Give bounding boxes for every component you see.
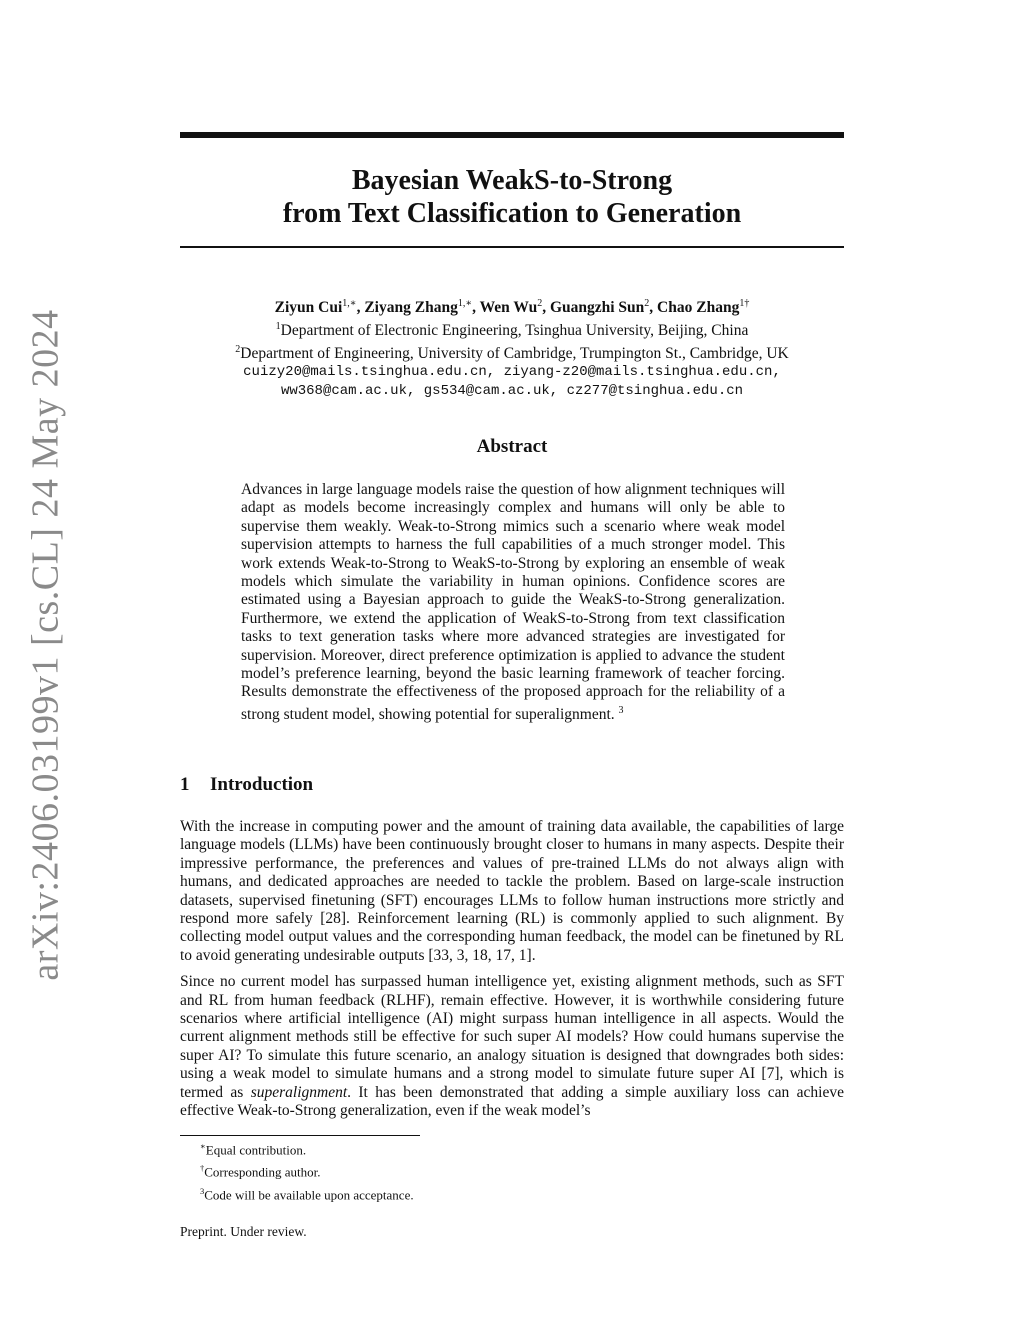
email-line-1: cuizy20@mails.tsinghua.edu.cn, ziyang-z20@mails.tsinghua.edu.cn, <box>243 364 781 381</box>
section-heading <box>180 774 313 796</box>
author-name: Chao Zhang <box>657 299 740 317</box>
intro-paragraph-2 <box>180 973 844 1120</box>
affiliation-1 <box>180 317 844 340</box>
footnote-mark: 3 <box>200 1185 205 1196</box>
intro-paragraph-1: With the increase in computing power and the amount of training data available, the capabilities of large language models (LLMs) have been continuously brought closer to humans in many aspects. Despite their impressive performance, the preferences and values of pre-trained LLMs do not always align with humans, and dedicated approaches are needed to tackle the problem. Based on large-scale instruction datasets, supervised finetuning (SFT) encourages LLMs to follow human instructions more strictly and respond more safely [28]. Reinforcement learning (RL) is commonly applied to such alignment. By collecting model output values and the corresponding human feedback, the model can be finetuned by RL to avoid generating undesirable outputs [33, 3, 18, 17, 1]. <box>180 818 844 964</box>
author-name: Ziyun Cui <box>274 299 343 317</box>
footnote-text: Corresponding author. <box>204 1164 321 1180</box>
section-number: 1 <box>180 774 190 795</box>
author-mark: 1,∗ <box>342 298 357 309</box>
title-line-1: Bayesian WeakS-to-Strong <box>351 165 673 196</box>
preprint-note: Preprint. Under review. <box>180 1224 307 1239</box>
author-mark: 2 <box>537 298 543 309</box>
footnote-3 <box>200 1182 840 1204</box>
author-name: Ziyang Zhang <box>364 299 458 317</box>
author-separator: , <box>649 299 658 317</box>
paper-title <box>180 164 844 230</box>
intro-p2-emphasis: superalignment <box>250 1083 348 1101</box>
author-name: Guangzhi Sun <box>549 299 645 317</box>
title-rule <box>180 246 844 248</box>
author-block <box>180 294 844 401</box>
email-line-2: ww368@cam.ac.uk, gs534@cam.ac.uk, cz277@tsinghua.edu.cn <box>280 383 744 400</box>
footnote-mark: † <box>200 1163 205 1174</box>
intro-p2-text: Since no current model has surpassed human intelligence yet, existing alignment methods, such as SFT and RL from human feedback (RLHF), remain effective. However, it is worthwhile considering future scenarios where artificial intelligence (AI) might surpass human intelligence in all aspects. Would the current alignment methods still be effective for such super AI models? How could humans supervise the super AI? To simulate this future scenario, an analogy situation is designed that downgrades both sides: using a weak model to simulate humans and a strong model to simulate future super AI [7], which is termed as <box>180 973 844 1101</box>
footnote-text: Code will be available upon acceptance. <box>204 1186 414 1202</box>
affiliation-mark: 2 <box>235 344 241 356</box>
title-line-2: from Text Classification to Generation <box>282 198 742 229</box>
abstract-text: Advances in large language models raise the question of how alignment techniques will adapt as models become increasingly complex and humans will only be able to supervise them weakly. Weak-to-Strong mimics such a scenario where weak model supervision attempts to harness the full capabilities of a much stronger model. This work extends Weak-to-Strong to WeakS-to-Strong by exploring an ensemble of weak models which simulate the variability in human opinions. Confidence scores are estimated using a Bayesian approach to guide the WeakS-to-Strong generalization. Furthermore, we extend the application of WeakS-to-Strong from text classification tasks to text generation tasks where more advanced strategies are investigated for supervision. Moreover, direct preference optimization is applied to advance the student model’s preference learning, beyond the basic learning framework of teacher forcing. Results demonstrate the effectiveness of the proposed approach for the reliability of a strong student model, showing potential for superalignment. <box>241 481 785 724</box>
intro-p2-text-cont: . It has been demonstrated that adding a simple auxiliary loss can achieve effective Weak-to-Strong generalization, even if the weak model’s <box>180 1083 844 1120</box>
author-separator: , <box>542 299 550 317</box>
author-mark: 1† <box>739 298 750 309</box>
abstract-heading: Abstract <box>476 436 548 457</box>
author-names <box>180 294 844 317</box>
arxiv-identifier-text: arXiv:2406.03199v1 [cs.CL] 24 May 2024 <box>25 309 68 981</box>
affiliation-mark: 1 <box>275 321 281 333</box>
affiliation-2 <box>180 340 844 363</box>
affiliation-text: Department of Electronic Engineering, Tsinghua University, Beijing, China <box>280 322 749 340</box>
abstract-body <box>241 481 785 724</box>
author-name: Wen Wu <box>479 299 538 317</box>
footnote-1 <box>200 1137 840 1159</box>
affiliation-text: Department of Engineering, University of Cambridge, Trumpington St., Cambridge, UK <box>240 345 789 363</box>
section-title: Introduction <box>210 774 314 795</box>
author-separator: , <box>356 299 365 317</box>
footnotes <box>200 1137 840 1204</box>
footnote-2 <box>200 1159 840 1181</box>
top-rule <box>180 132 844 138</box>
arxiv-identifier-stamp <box>25 309 68 981</box>
author-separator: , <box>472 299 480 317</box>
introduction-body <box>180 818 844 1129</box>
author-mark: 1,∗ <box>457 298 473 309</box>
footnote-rule <box>180 1135 420 1136</box>
footnote-mark: ∗ <box>200 1141 206 1151</box>
footnote-text: Equal contribution. <box>205 1142 307 1158</box>
abstract-footnote-mark: 3 <box>618 704 624 716</box>
author-mark: 2 <box>644 298 650 309</box>
